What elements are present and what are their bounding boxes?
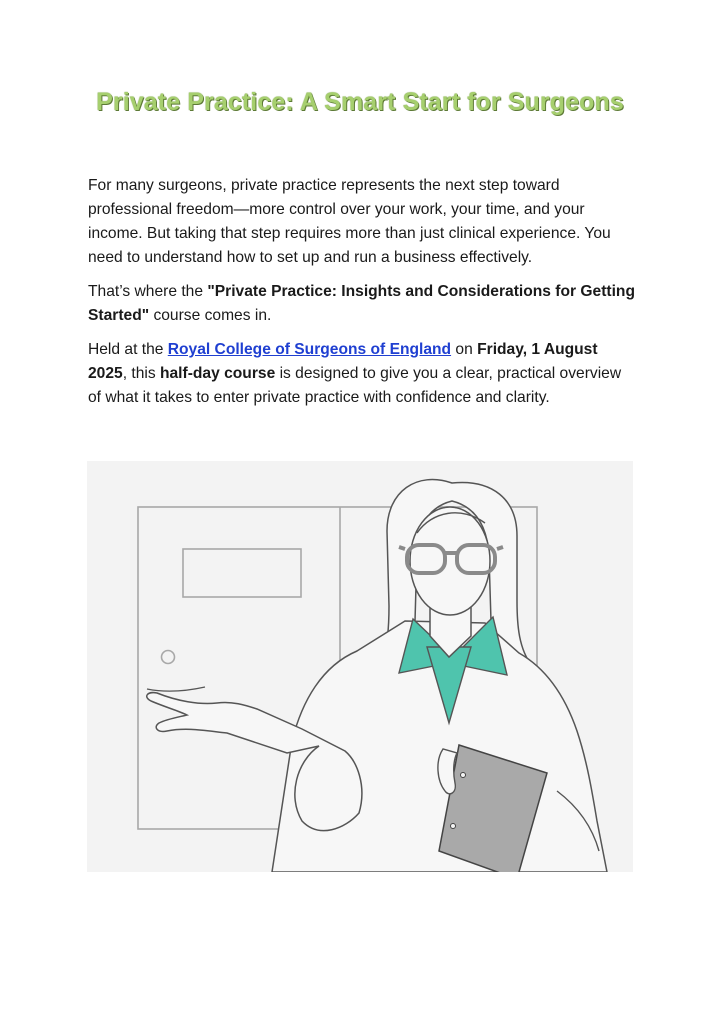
face: [410, 507, 490, 615]
door-sign: [183, 549, 301, 597]
course-name: "Private Practice: Insights and Considerations for Getting Started": [88, 283, 635, 324]
held-at-text: Held at the: [88, 341, 168, 358]
comma-text: ,: [122, 365, 128, 382]
description-text: is designed to give you a clear, practical overview of what it takes to enter private practice with confidence and clarity.: [88, 365, 622, 406]
this-text: this: [127, 365, 160, 382]
course-intro-text: That’s where the: [88, 283, 208, 300]
intro-paragraph: For many surgeons, private practice represents the next step toward professional freedom—more control over your work, your time, and your income. But taking that step requires more than just clinical experience. You need to understand how to set up and run a business effectively.: [88, 177, 611, 266]
article-body: [88, 174, 636, 420]
course-type: half-day course: [159, 365, 276, 382]
course-date: Friday, 1 August 2025: [88, 341, 598, 382]
course-paragraph: [88, 280, 636, 328]
door-knob: [162, 651, 175, 664]
details-paragraph: [88, 338, 636, 410]
on-text: on: [451, 341, 478, 358]
course-outro-text: course comes in.: [149, 307, 272, 324]
doctor-illustration: [87, 461, 633, 872]
page-title: Private Practice: A Smart Start for Surgeons: [96, 88, 624, 116]
rcs-england-link[interactable]: Royal College of Surgeons of England: [167, 341, 452, 358]
